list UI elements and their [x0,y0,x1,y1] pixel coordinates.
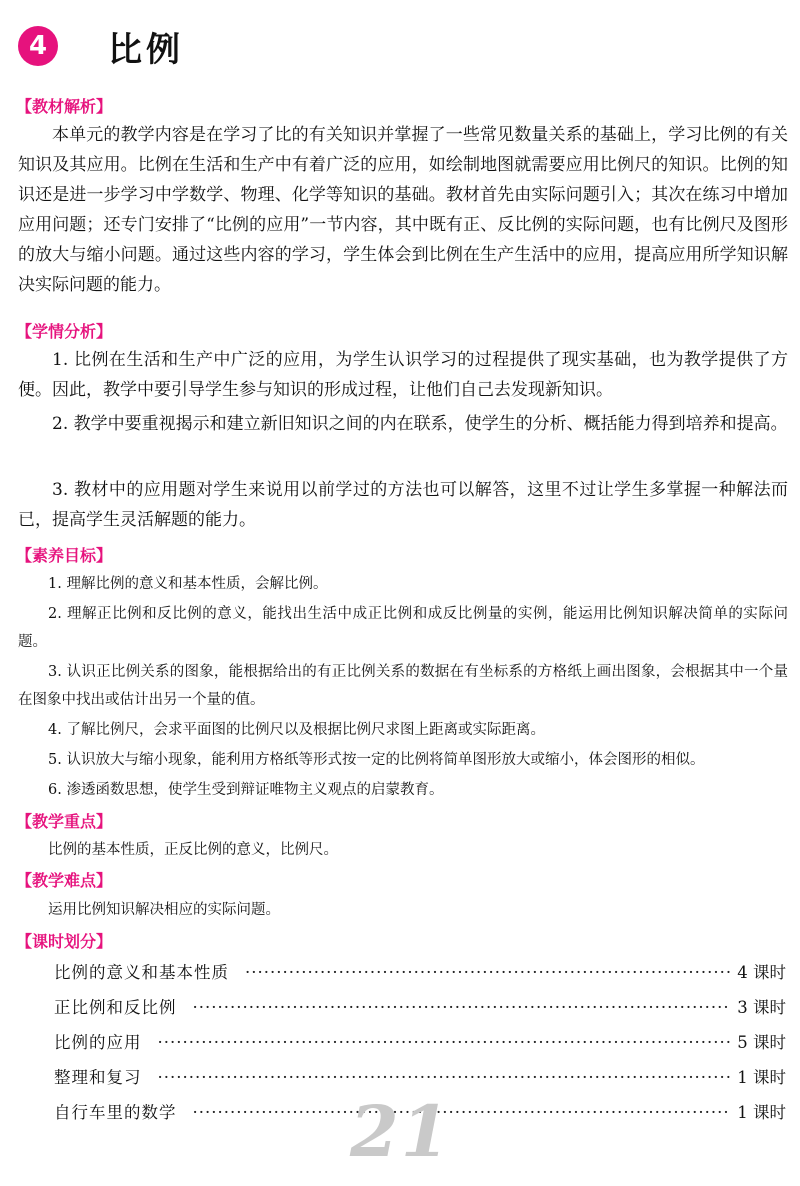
goal-item: 4. 了解比例尺，会求平面图的比例尺以及根据比例尺求图上距离或实际距离。 [48,722,545,738]
goal-item: 6. 渗透函数思想，使学生受到辩证唯物主义观点的启蒙教育。 [48,782,444,798]
schedule-hours: 1 课时 [737,1103,786,1122]
schedule-hours: 4 课时 [737,963,786,982]
difficulties-text: 运用比例知识解决相应的实际问题。 [48,902,280,918]
unit-title: 比例 [108,29,184,70]
goal-item: 1. 理解比例的意义和基本性质，会解比例。 [48,576,328,592]
unit-number-badge: 4 [18,26,58,66]
schedule-row [54,1063,786,1093]
dot-leader [193,993,732,1023]
schedule-lesson-name: 比例的应用 [54,1033,142,1052]
unit-header [18,22,184,70]
learning-item: 2. 教学中要重视揭示和建立新旧知识之间的内在联系，使学生的分析、概括能力得到培养和提高。 [52,414,788,434]
section-label-learning: 【学情分析】 [16,322,113,341]
schedule-hours: 3 课时 [737,998,786,1017]
schedule-lesson-name: 整理和复习 [54,1068,142,1087]
schedule-row [54,1028,786,1058]
dot-leader [245,958,731,988]
dot-leader [158,1063,732,1093]
goal-item: 5. 认识放大与缩小现象，能利用方格纸等形式按一定的比例将简单图形放大或缩小，体会图形的相似。 [48,752,705,768]
section-label-goals: 【素养目标】 [16,546,113,565]
schedule-lesson-name: 自行车里的数学 [54,1103,177,1122]
section-label-schedule: 【课时划分】 [16,932,113,951]
schedule-hours: 1 课时 [737,1068,786,1087]
analysis-text: 本单元的教学内容是在学习了比的有关知识并掌握了一些常见数量关系的基础上，学习比例的有关知识及其应用。比例在生活和生产中有着广泛的应用，如绘制地图就需要应用比例尺的知识。比例的知识还是进一步学习中学数学、物理、化学等知识的基础。教材首先由实际问题引入；其次在练习中增加应用问题；还专门安排了“比例的应用”一节内容，其中既有正、反比例的实际问题，也有比例尺及图形的放大与缩小问题。通过这些内容的学习，学生体会到比例在生产生活中的应用，提高应用所学知识解决实际问题的能力。 [18,125,788,295]
page-number: 21 [350,1090,452,1173]
schedule-lesson-name: 正比例和反比例 [54,998,177,1017]
dot-leader [193,1098,732,1128]
goal-item: 3. 认识正比例关系的图象，能根据给出的有正比例关系的数据在有坐标系的方格纸上画出图象，会根据其中一个量在图象中找出或估计出另一个量的值。 [18,664,788,708]
schedule-row [54,993,786,1023]
schedule-hours: 5 课时 [737,1033,786,1052]
goal-item: 2. 理解正比例和反比例的意义，能找出生活中成正比例和成反比例量的实例，能运用比例知识解决简单的实际问题。 [18,606,788,650]
section-label-difficulties: 【教学难点】 [16,871,113,890]
learning-item: 1. 比例在生活和生产中广泛的应用，为学生认识学习的过程提供了现实基础，也为教学提供了方便。因此，教学中要引导学生参与知识的形成过程，让他们自己去发现新知识。 [18,350,788,400]
key-points-text: 比例的基本性质，正反比例的意义，比例尺。 [48,842,338,858]
section-label-analysis: 【教材解析】 [16,97,113,116]
dot-leader [158,1028,732,1058]
section-label-key-points: 【教学重点】 [16,812,113,831]
schedule-lesson-name: 比例的意义和基本性质 [54,963,229,982]
learning-item: 3. 教材中的应用题对学生来说用以前学过的方法也可以解答，这里不过让学生多掌握一种解法而已，提高学生灵活解题的能力。 [18,480,788,530]
schedule-row [54,958,786,988]
